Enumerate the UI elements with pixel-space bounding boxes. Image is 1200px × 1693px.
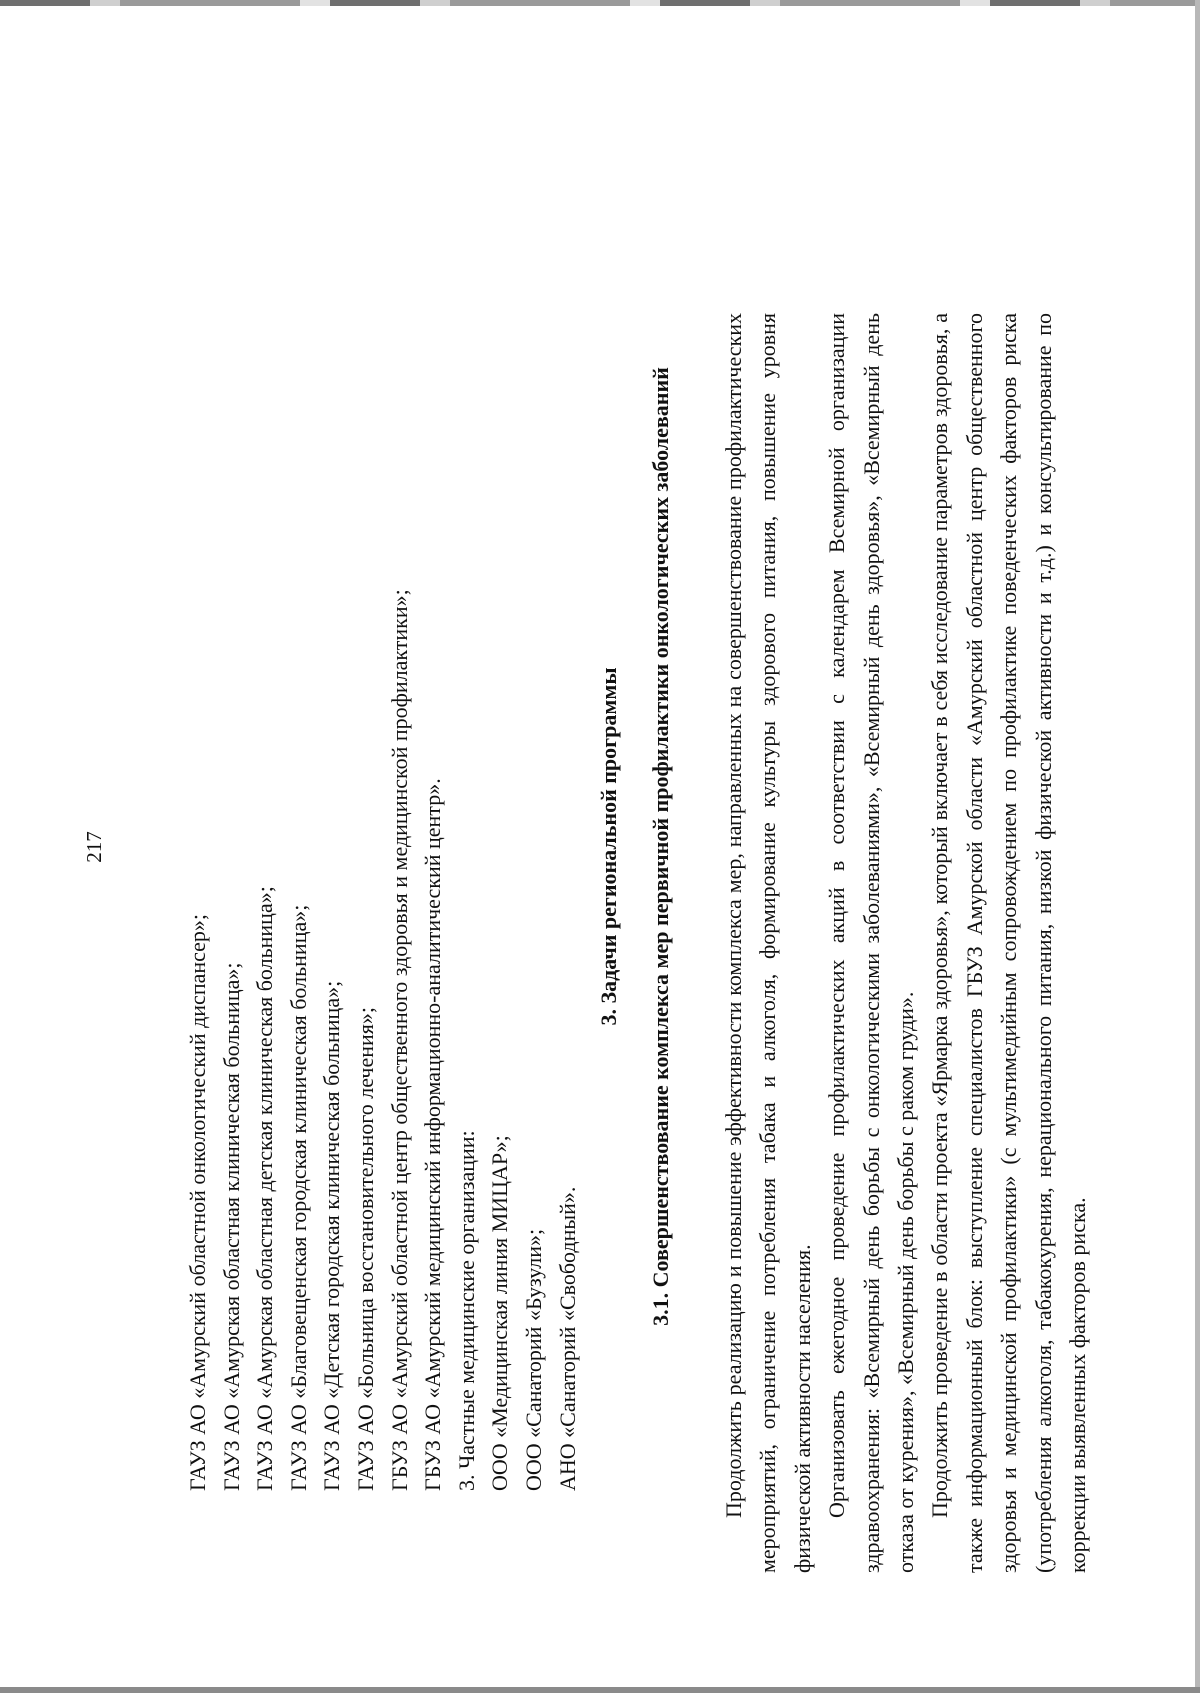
list-item: АНО «Санаторий «Свободный».	[554, 1186, 580, 1491]
list-item: ГАУЗ АО «Благовещенская городская клиническая больница»;	[285, 904, 311, 1491]
paragraph: Продолжить реализацию и повышение эффективности комплекса мер, направленных на совершенствование профилактических мероприятий, ограничение потребления табака и алкоголя, формирование культуры здорового питания, повышение уровня физической активности населения.	[721, 313, 815, 1573]
list-item: ГАУЗ АО «Детская городская клиническая больница»;	[319, 980, 345, 1491]
page-number: 217	[82, 831, 106, 863]
list-item: ГБУЗ АО «Амурский медицинский информационно-аналитический центр».	[420, 778, 446, 1491]
paragraph: Организовать ежегодное проведение профилактических акций в соответствии с календарем Всемирной организации здравоохранения: «Всемирный день борьбы с онкологическими заболеваниями», «Всемирный день здоровья», «Всемирный день отказа от курения», «Всемирный день борьбы с раком груди».	[824, 313, 919, 1573]
list-item: ООО «Санаторий «Бузули»;	[520, 1228, 546, 1491]
body-text	[717, 313, 1095, 1573]
list-item: ГАУЗ АО «Амурский областной онкологический диспансер»;	[185, 913, 210, 1491]
organization-list	[181, 241, 584, 1491]
list-item: ГАУЗ АО «Амурская областная детская клиническая больница»;	[252, 886, 278, 1491]
paragraph: Продолжить проведение в области проекта «Ярмарка здоровья», который включает в себя исследование параметров здоровья, а также информационный блок: выступление специалистов ГБУЗ Амурской области «Амурский областной центр общественного здоровья и медицинской профилактики» (с мультимедийным сопровождением по профилактике поведенческих факторов риска (употребления алкоголя, табакокурения, нерационального питания, низкой физической активности и т.д.) и консультирование по коррекции выявленных факторов риска.	[927, 313, 1091, 1573]
list-item: 3. Частные медицинские организации:	[453, 1130, 479, 1491]
list-item: ООО «Медицинская линия МИЦАР»;	[487, 1135, 513, 1491]
list-item: ГАУЗ АО «Больница восстановительного лечения»;	[352, 1006, 378, 1491]
section-title: 3. Задачи региональной программы	[596, 667, 621, 1026]
subsection-title: 3.1. Совершенствование комплекса мер первичной профилактики онкологических заболеваний	[648, 367, 673, 1326]
list-item: ГБУЗ АО «Амурский областной центр общественного здоровья и медицинской профилактики»;	[386, 589, 412, 1491]
list-item: ГАУЗ АО «Амурская областная клиническая больница»;	[218, 962, 244, 1491]
